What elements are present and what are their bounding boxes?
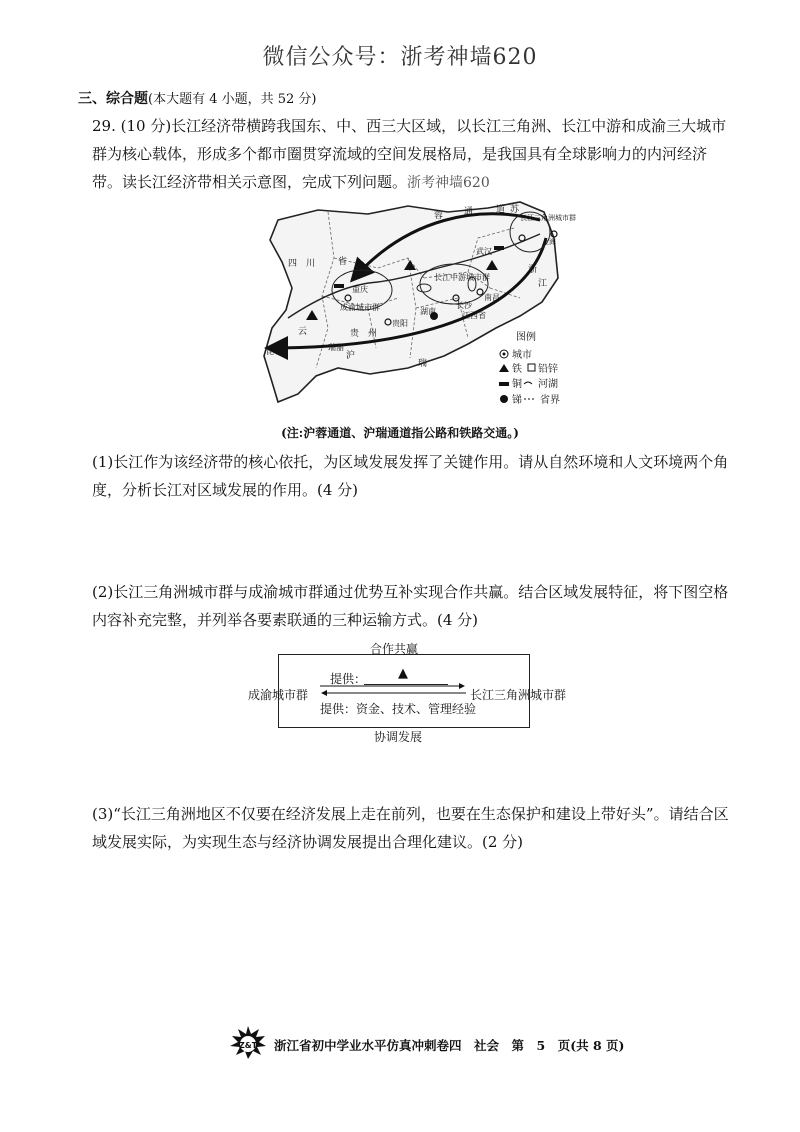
watermark-header: 微信公众号：浙考神墙620 <box>262 45 538 70</box>
publisher-logo <box>228 1026 268 1062</box>
map-legend <box>499 330 560 406</box>
diagram-blank-marker: ▲ <box>398 666 408 681</box>
map-label-su: 苏 <box>510 205 520 215</box>
inline-watermark: 浙考神墙620 <box>407 175 490 191</box>
logo-text: Z&T <box>239 1041 258 1050</box>
copper-symbol <box>334 284 344 288</box>
diagram-bottom-label: 协调发展 <box>374 730 423 744</box>
map-label-yunnan: 云 <box>298 327 308 337</box>
map-label-rui: 瑞 <box>418 359 428 369</box>
map-label-zhongyou: 长江中游城市群 <box>434 273 490 282</box>
map-label-tong: 通 <box>464 207 474 217</box>
legend-river: 河湖 <box>538 379 558 390</box>
map-label-kunming: 昆明 <box>266 347 282 356</box>
map-label-jiangxi: 江西省 <box>462 311 486 320</box>
legend-iron: 铁 <box>512 364 522 375</box>
map-label-jiang: 江 <box>538 279 548 289</box>
legend-city: 城市 <box>512 350 532 361</box>
legend-copper: 铜 <box>512 379 522 390</box>
legend-title: 图例 <box>516 332 536 343</box>
map-label-hunan: 湖南 <box>420 307 436 316</box>
page-footer <box>228 1026 625 1062</box>
map-label-nanchang: 南昌 <box>484 293 500 302</box>
map-label-rong: 蓉 <box>434 211 444 221</box>
diagram-arrows <box>318 680 468 700</box>
map-label-ruili: 瑞丽 <box>328 343 344 352</box>
legend-boundary: 省界 <box>540 395 560 406</box>
map-label-wuhan: 武汉 <box>476 247 492 256</box>
question-2: (2)长江三角洲城市群与成渝城市群通过优势互补实现合作共赢。结合区域发展特征，将下图空格内容补充完整，并列举各要素联通的三种运输方式。(4 分) <box>92 583 729 629</box>
map-label-sheng: 省 <box>338 257 348 267</box>
footer-text: 浙江省初中学业水平仿真冲刺卷四 社会 第 5 页(共 8 页) <box>274 1038 625 1053</box>
section-note: (本大题有 4 小题，共 52 分) <box>148 92 317 107</box>
question-1: (1)长江作为该经济带的核心依托，为区域发展发挥了关键作用。请从自然环境和人文环境两个角度，分析长江对区域发展的作用。(4 分) <box>92 453 729 499</box>
copper-symbol <box>494 246 504 250</box>
map-label-dao: 道 <box>496 205 506 215</box>
diagram-top-label: 合作共赢 <box>370 642 419 656</box>
yangtze-economic-belt-map <box>258 198 576 420</box>
diagram-provide-b: 提供：资金、技术、管理经验 <box>320 702 477 716</box>
map-label-zhe: 浙 <box>528 265 538 275</box>
map-caption: (注:沪蓉通道、沪瑞通道指公路和铁路交通。) <box>281 426 519 440</box>
map-label-chongqing: 重庆 <box>352 285 368 294</box>
map-label-delta: 长江三角洲城市群 <box>520 214 576 222</box>
map-label-guiyang: 贵阳 <box>392 319 408 328</box>
question-29-text: 29. (10 分)长江经济带横跨我国东、中、西三大区域，以长江三角洲、长江中游和成渝三大城市群为核心载体，形成多个都市圈贯穿流域的空间发展格局，是我国具有全球影响力的内河经济带。读长江经济带相关示意图，完成下列问题。 <box>92 117 727 191</box>
map-label-hu: 沪 <box>346 351 356 361</box>
legend-leadzinc: 铅锌 <box>538 364 558 375</box>
map-label-chengyu: 成渝城市群 <box>340 303 380 312</box>
legend-antimony: 锑 <box>512 395 522 406</box>
map-label-changsha: 长沙 <box>456 301 472 310</box>
section-title: 三、综合题 <box>78 91 148 107</box>
question-29-intro <box>92 112 732 197</box>
section-heading <box>78 88 317 108</box>
question-3: (3)“长江三角洲地区不仅要在经济发展上走在前列，也要在生态保护和建设上带好头”。请结合区域发展实际，为实现生态与经济协调发展提出合理化建议。(2 分) <box>92 805 729 851</box>
diagram-provide-a: 提供： <box>330 672 367 686</box>
cooperation-diagram <box>248 640 567 744</box>
map-label-shanghai: 上海 <box>542 238 556 246</box>
diagram-left-node: 成渝城市群 <box>248 688 309 702</box>
map-label-guizhou: 贵 州 <box>350 329 378 339</box>
diagram-right-node: 长江三角洲城市群 <box>470 688 567 702</box>
map-label-sichuan: 四 川 <box>288 259 316 269</box>
